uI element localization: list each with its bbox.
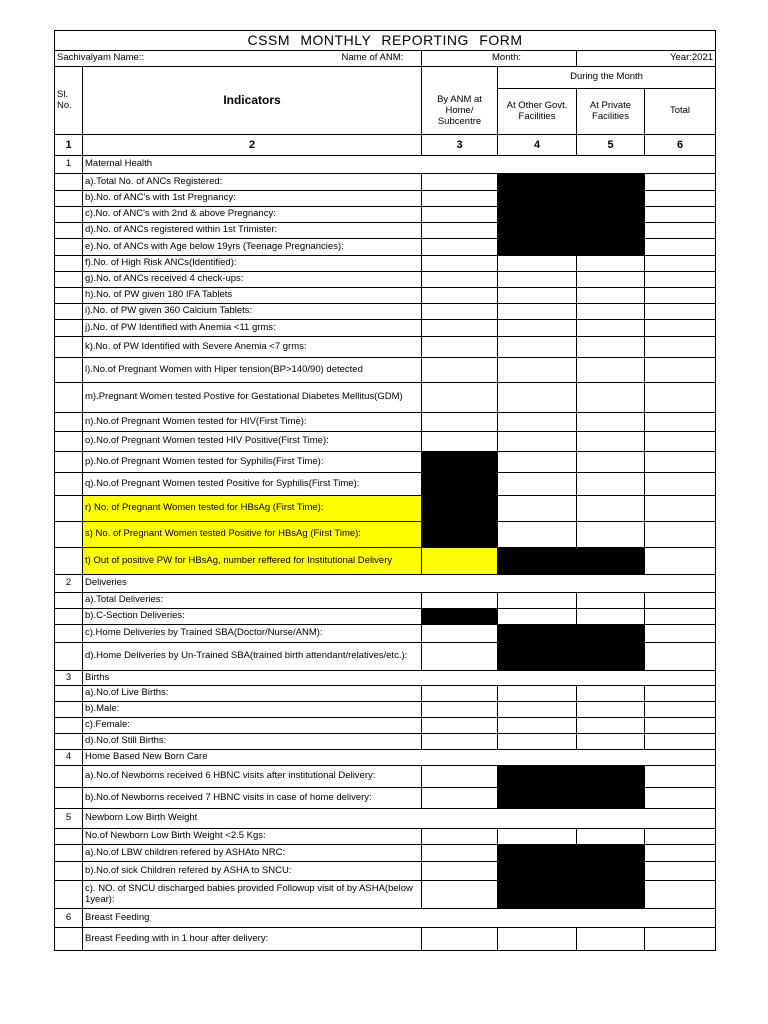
row-label-highlighted: t) Out of positive PW for HBsAg, number reffered for Institutional Delivery — [83, 548, 422, 575]
input-cell[interactable] — [422, 643, 498, 671]
section-number: 3 — [55, 671, 83, 686]
row-label: g).No. of ANCs received 4 check-ups: — [83, 272, 422, 288]
input-cell[interactable] — [577, 304, 645, 320]
input-cell[interactable] — [645, 845, 716, 862]
row-label: a).No.of Newborns received 6 HBNC visits after institutional Delivery: — [83, 766, 422, 788]
input-cell[interactable] — [577, 358, 645, 383]
input-cell[interactable] — [498, 593, 577, 609]
input-cell[interactable] — [645, 522, 716, 548]
input-cell[interactable] — [422, 432, 498, 452]
section-label: Deliveries — [83, 575, 716, 593]
row-label: f).No. of High Risk ANCs(Identified): — [83, 256, 422, 272]
input-cell[interactable] — [498, 320, 577, 337]
input-cell[interactable] — [498, 304, 577, 320]
blocked-cell — [498, 548, 645, 575]
row-label: Breast Feeding with in 1 hour after delivery: — [83, 928, 422, 951]
input-cell[interactable] — [498, 609, 577, 625]
input-cell[interactable] — [645, 473, 716, 496]
input-cell[interactable] — [422, 337, 498, 358]
input-cell[interactable] — [577, 452, 645, 473]
input-cell[interactable] — [577, 686, 645, 702]
row-label: b).Male: — [83, 702, 422, 718]
input-cell[interactable] — [422, 702, 498, 718]
col3-header: By ANM at Home/ Subcentre — [422, 89, 498, 135]
input-cell[interactable] — [498, 473, 577, 496]
input-cell[interactable] — [422, 593, 498, 609]
row-label-highlighted: s) No. of Pregnant Women tested Positive for HBsAg (First Time): — [83, 522, 422, 548]
row-label: p).No.of Pregnant Women tested for Syphilis(First Time): — [83, 452, 422, 473]
section-number: 4 — [55, 750, 83, 766]
row-label: d).Home Deliveries by Un-Trained SBA(trained birth attendant/relatives/etc.): — [83, 643, 422, 671]
blocked-cell — [422, 609, 498, 625]
input-cell[interactable] — [645, 609, 716, 625]
input-cell[interactable] — [645, 223, 716, 239]
row-label: c).Home Deliveries by Trained SBA(Doctor/Nurse/ANM): — [83, 625, 422, 643]
row-label: No.of Newborn Low Birth Weight <2.5 Kgs: — [83, 829, 422, 845]
input-cell[interactable] — [422, 320, 498, 337]
input-cell[interactable] — [645, 496, 716, 522]
input-cell[interactable] — [577, 609, 645, 625]
input-cell[interactable] — [577, 383, 645, 413]
input-cell[interactable] — [422, 928, 498, 951]
input-cell[interactable] — [577, 702, 645, 718]
input-cell[interactable] — [577, 432, 645, 452]
input-cell[interactable] — [422, 207, 498, 223]
input-cell[interactable] — [422, 304, 498, 320]
section-label: Births — [83, 671, 716, 686]
input-cell[interactable] — [422, 625, 498, 643]
row-label: b).No.of sick Children refered by ASHA to SNCU: — [83, 862, 422, 881]
colnum: 2 — [83, 135, 422, 156]
row-label: c).Female: — [83, 718, 422, 734]
input-cell[interactable] — [645, 413, 716, 432]
input-cell[interactable] — [577, 256, 645, 272]
row-label: j).No. of PW Identified with Anemia <11 grms: — [83, 320, 422, 337]
col6-header: Total — [645, 89, 716, 135]
input-cell[interactable] — [498, 256, 577, 272]
year-field[interactable]: Year:2021 — [577, 51, 716, 67]
input-cell[interactable] — [422, 718, 498, 734]
input-cell[interactable] — [498, 928, 577, 951]
indicators-header: Indicators — [83, 67, 422, 135]
input-cell[interactable] — [577, 829, 645, 845]
row-label: a).Total Deliveries: — [83, 593, 422, 609]
input-cell[interactable] — [498, 288, 577, 304]
row-label: q).No.of Pregnant Women tested Positive for Syphilis(First Time): — [83, 473, 422, 496]
row-label: l).No.of Pregnant Women with Hiper tension(BP>140/90) detected — [83, 358, 422, 383]
section-number: 2 — [55, 575, 83, 593]
row-label: a).No.of Live Births: — [83, 686, 422, 702]
input-cell[interactable] — [422, 256, 498, 272]
slno-header: Sl. No. — [55, 67, 83, 135]
row-label: o).No.of Pregnant Women tested HIV Positive(First Time): — [83, 432, 422, 452]
row-label-highlighted: r) No. of Pregnant Women tested for HBsAg (First Time): — [83, 496, 422, 522]
input-cell[interactable] — [498, 358, 577, 383]
input-cell[interactable] — [422, 191, 498, 207]
section-number: 1 — [55, 156, 83, 174]
input-cell[interactable] — [645, 256, 716, 272]
input-cell[interactable] — [645, 788, 716, 809]
input-cell[interactable] — [645, 881, 716, 909]
input-cell[interactable] — [422, 413, 498, 432]
input-cell[interactable] — [645, 829, 716, 845]
input-cell[interactable] — [422, 272, 498, 288]
blocked-cell — [422, 452, 498, 548]
row-label: b).No. of ANC's with 1st Pregnancy: — [83, 191, 422, 207]
row-label: n).No.of Pregnant Women tested for HIV(First Time): — [83, 413, 422, 432]
input-cell[interactable] — [577, 593, 645, 609]
input-cell[interactable] — [645, 928, 716, 951]
section-label: Breast Feeding — [83, 909, 716, 928]
colnum: 6 — [645, 135, 716, 156]
input-cell[interactable] — [498, 829, 577, 845]
colnum: 4 — [498, 135, 577, 156]
input-cell[interactable] — [645, 643, 716, 671]
input-cell[interactable] — [577, 718, 645, 734]
input-cell[interactable] — [645, 718, 716, 734]
input-cell[interactable] — [422, 845, 498, 862]
input-cell[interactable] — [645, 337, 716, 358]
reporting-form-table — [54, 30, 716, 951]
input-cell[interactable] — [498, 686, 577, 702]
section-number: 5 — [55, 809, 83, 829]
row-label: d).No.of Still Births: — [83, 734, 422, 750]
input-cell[interactable] — [422, 881, 498, 909]
input-cell[interactable] — [422, 829, 498, 845]
input-cell[interactable] — [577, 288, 645, 304]
input-cell[interactable] — [577, 734, 645, 750]
row-label: k).No. of PW Identified with Severe Anemia <7 grms: — [83, 337, 422, 358]
input-cell[interactable] — [645, 358, 716, 383]
input-cell[interactable] — [498, 522, 577, 548]
input-cell[interactable] — [645, 686, 716, 702]
input-cell[interactable] — [498, 432, 577, 452]
input-cell[interactable] — [577, 928, 645, 951]
during-month-header: During the Month — [498, 67, 716, 89]
input-cell[interactable] — [645, 766, 716, 788]
row-label: e).No. of ANCs with Age below 19yrs (Teenage Pregnancies): — [83, 239, 422, 256]
input-cell[interactable] — [422, 862, 498, 881]
input-cell[interactable] — [422, 288, 498, 304]
input-cell[interactable] — [645, 174, 716, 191]
blocked-cell — [498, 174, 645, 256]
row-label: a).Total No. of ANCs Registered: — [83, 174, 422, 191]
input-cell[interactable] — [577, 522, 645, 548]
input-cell[interactable] — [645, 548, 716, 575]
row-label: m).Pregnant Women tested Postive for Gestational Diabetes Mellitus(GDM) — [83, 383, 422, 413]
input-cell[interactable] — [498, 734, 577, 750]
input-cell[interactable] — [498, 272, 577, 288]
input-cell[interactable] — [498, 452, 577, 473]
input-cell[interactable] — [645, 593, 716, 609]
row-label: c). NO. of SNCU discharged babies provided Followup visit of by ASHA(below 1year): — [83, 881, 422, 909]
input-cell[interactable] — [422, 788, 498, 809]
input-cell[interactable] — [422, 383, 498, 413]
row-label: b).No.of Newborns received 7 HBNC visits in case of home delivery: — [83, 788, 422, 809]
input-cell[interactable] — [645, 272, 716, 288]
row-label: h).No. of PW given 180 IFA Tablets — [83, 288, 422, 304]
input-cell[interactable] — [645, 288, 716, 304]
input-cell[interactable] — [577, 413, 645, 432]
colnum: 3 — [422, 135, 498, 156]
col4-header: At Other Govt. Facilities — [498, 89, 577, 135]
form-title: CSSM MONTHLY REPORTING FORM — [55, 31, 716, 51]
input-cell[interactable] — [498, 413, 577, 432]
input-cell[interactable] — [645, 862, 716, 881]
row-label: a).No.of LBW children refered by ASHAto NRC: — [83, 845, 422, 862]
input-cell[interactable] — [498, 383, 577, 413]
colnum: 1 — [55, 135, 83, 156]
row-label: c).No. of ANC's with 2nd & above Pregnancy: — [83, 207, 422, 223]
section-number: 6 — [55, 909, 83, 928]
colnum: 5 — [577, 135, 645, 156]
input-cell[interactable] — [498, 337, 577, 358]
input-cell[interactable] — [645, 304, 716, 320]
section-label: Maternal Health — [83, 156, 716, 174]
blocked-cell — [498, 766, 645, 809]
input-cell[interactable] — [422, 358, 498, 383]
input-cell[interactable] — [422, 766, 498, 788]
input-cell[interactable] — [645, 320, 716, 337]
input-cell[interactable] — [645, 734, 716, 750]
input-cell[interactable] — [577, 337, 645, 358]
col5-header: At Private Facilities — [577, 89, 645, 135]
input-cell[interactable] — [577, 320, 645, 337]
blocked-cell — [498, 845, 645, 909]
input-cell[interactable] — [645, 702, 716, 718]
input-cell[interactable] — [645, 383, 716, 413]
input-cell[interactable] — [422, 223, 498, 239]
row-label: d).No. of ANCs registered within 1st Trimister: — [83, 223, 422, 239]
anm-name-label: Name of ANM: — [341, 52, 404, 64]
input-cell[interactable] — [422, 239, 498, 256]
section-label: Newborn Low Birth Weight — [83, 809, 716, 829]
input-cell[interactable] — [498, 496, 577, 522]
row-label: b).C-Section Deliveries: — [83, 609, 422, 625]
section-label: Home Based New Born Care — [83, 750, 716, 766]
input-cell[interactable] — [645, 452, 716, 473]
blocked-cell — [498, 625, 645, 671]
input-cell[interactable] — [645, 625, 716, 643]
input-cell[interactable] — [577, 272, 645, 288]
input-cell[interactable] — [422, 174, 498, 191]
sachivalyam-name-field[interactable]: Sachivalyam Name:: Name of ANM: — [55, 51, 422, 67]
row-label: i).No. of PW given 360 Calcium Tablets: — [83, 304, 422, 320]
input-cell[interactable] — [645, 191, 716, 207]
input-cell[interactable] — [645, 432, 716, 452]
input-cell[interactable] — [577, 473, 645, 496]
input-cell[interactable] — [422, 548, 498, 575]
input-cell[interactable] — [498, 718, 577, 734]
input-cell[interactable] — [645, 239, 716, 256]
input-cell[interactable] — [498, 702, 577, 718]
input-cell[interactable] — [422, 686, 498, 702]
month-field[interactable]: Month: — [422, 51, 577, 67]
input-cell[interactable] — [422, 734, 498, 750]
input-cell[interactable] — [645, 207, 716, 223]
input-cell[interactable] — [577, 496, 645, 522]
